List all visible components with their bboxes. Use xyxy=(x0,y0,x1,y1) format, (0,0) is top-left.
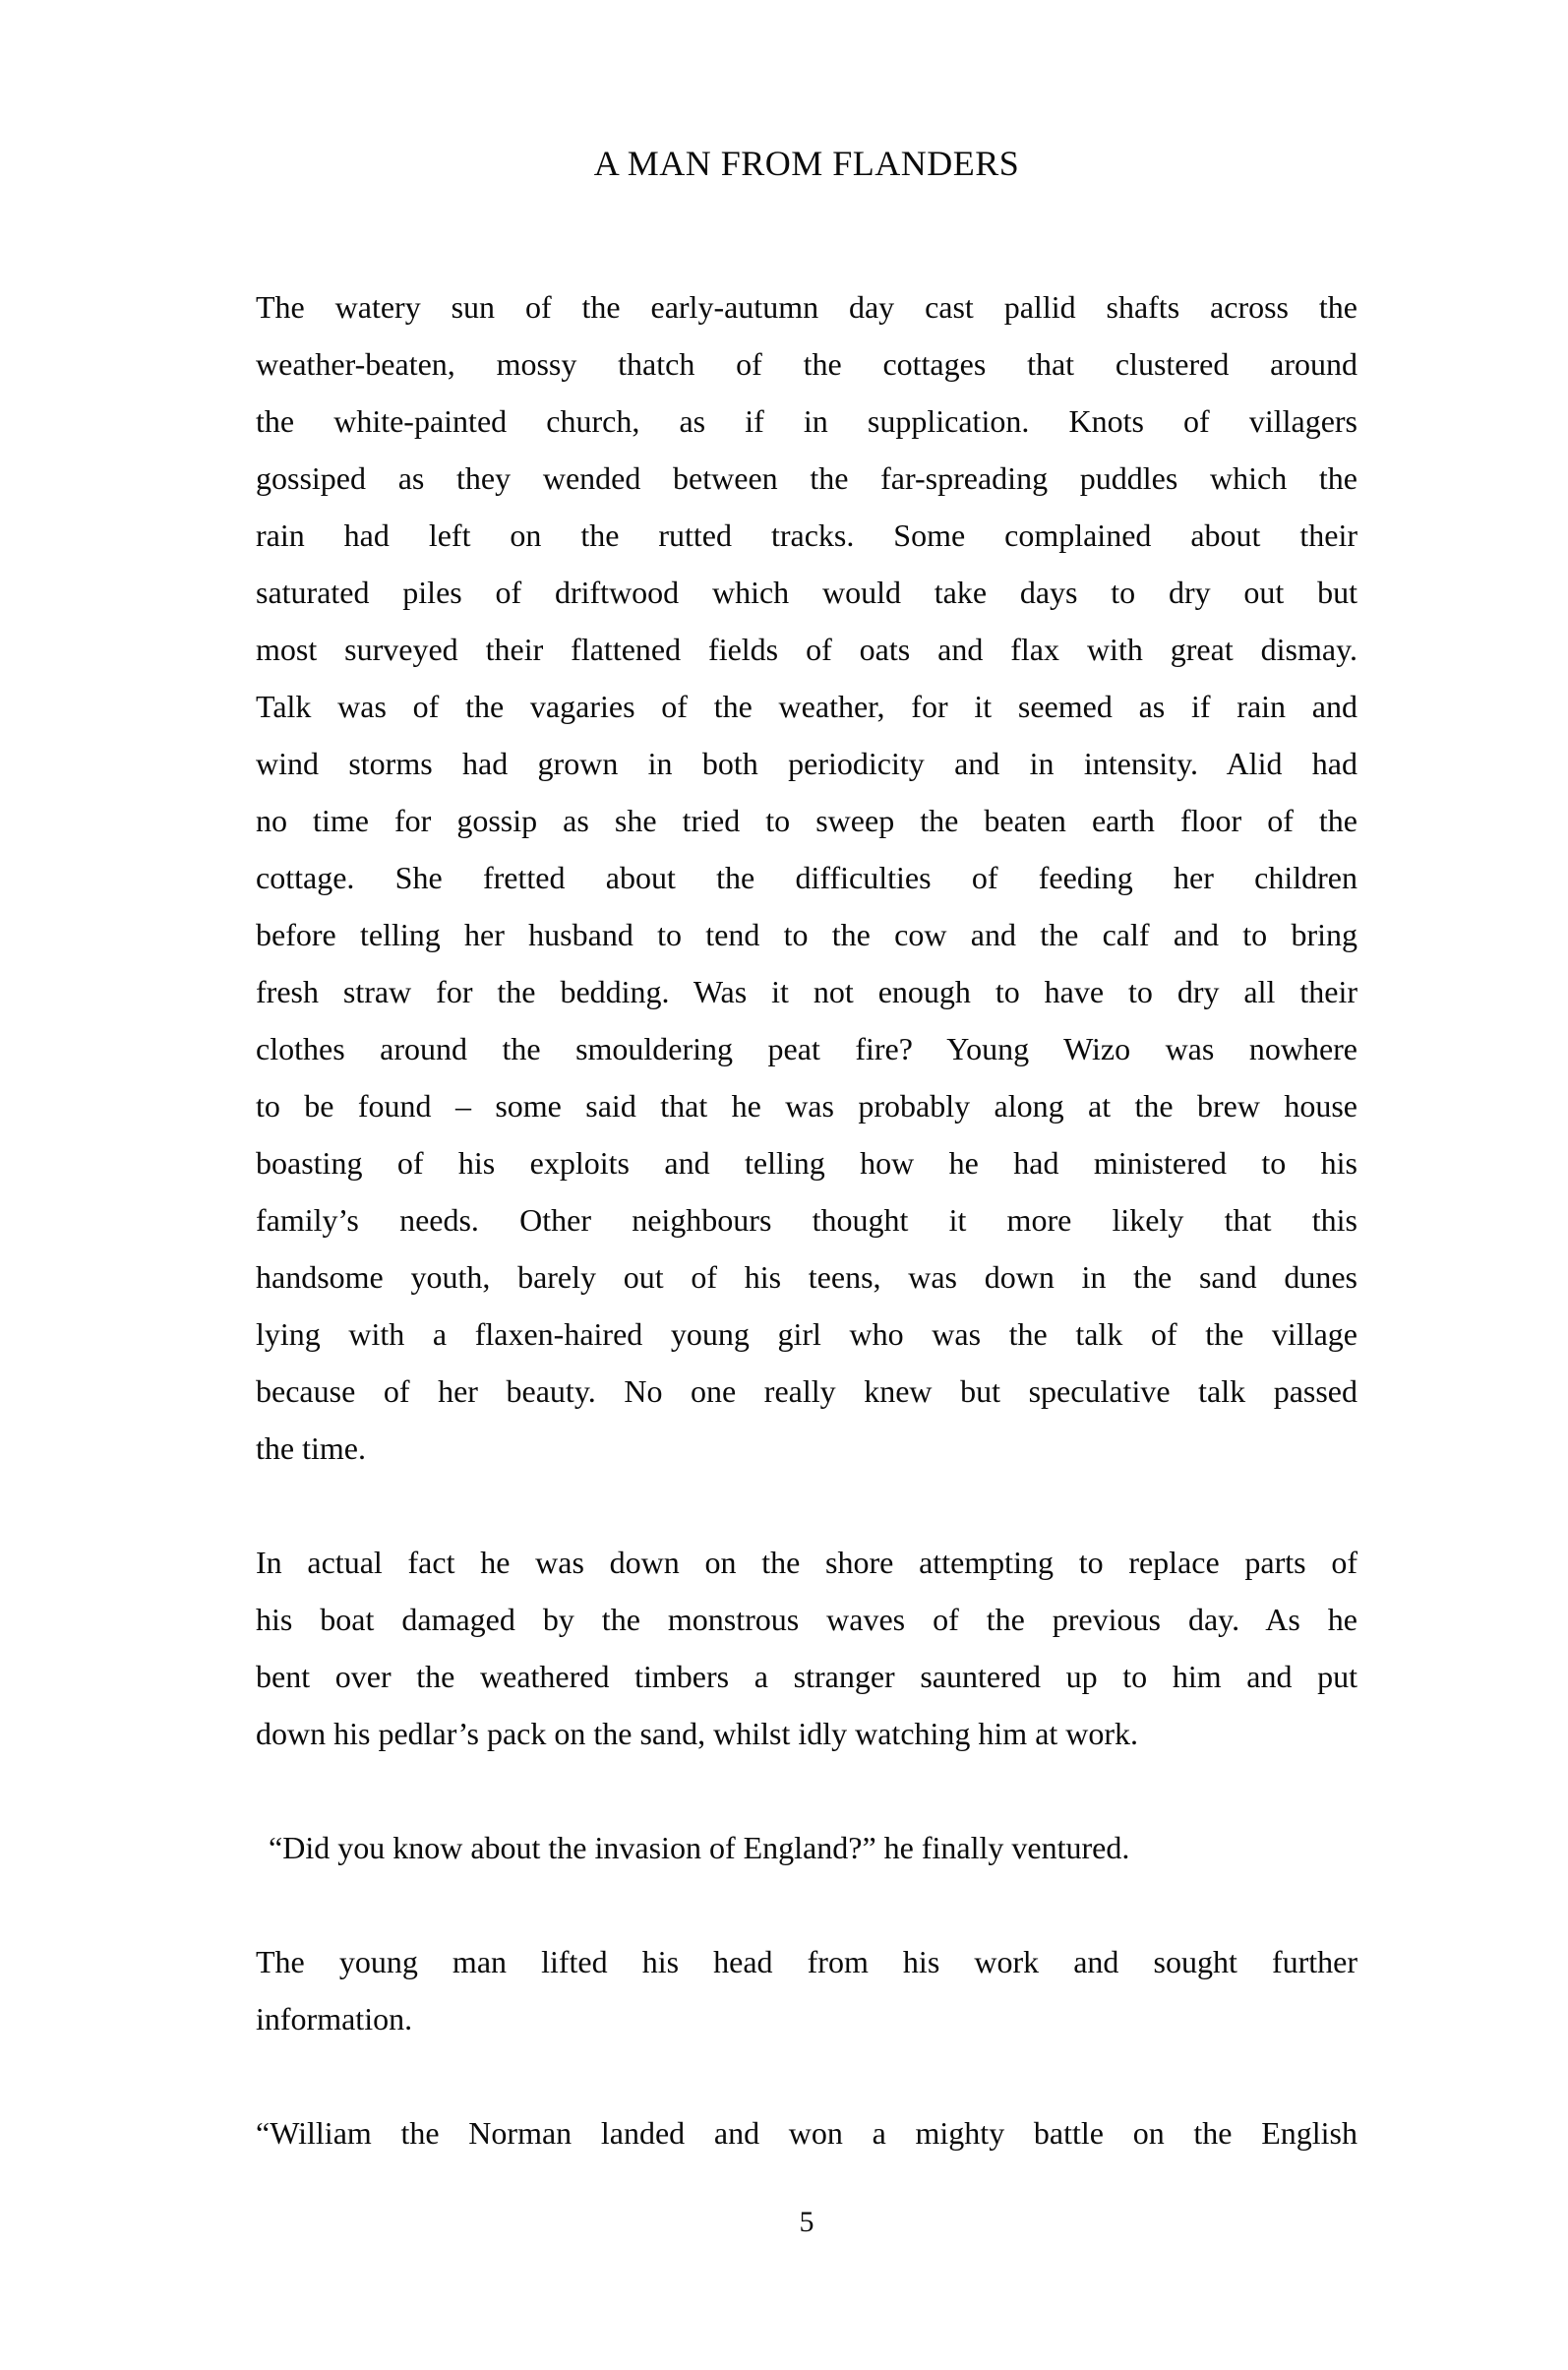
text-line: because of her beauty. No one really knew but speculative talk passed xyxy=(256,1373,1357,1409)
text-line: to be found – some said that he was probably along at the brew house xyxy=(256,1088,1357,1124)
text-column xyxy=(256,0,1357,2240)
text-line: weather-beaten, mossy thatch of the cottages that clustered around xyxy=(256,346,1357,382)
text-line: most surveyed their flattened fields of oats and flax with great dismay. xyxy=(256,632,1357,667)
text-line: information. xyxy=(256,2001,413,2036)
text-line: cottage. She fretted about the difficulties of feeding her children xyxy=(256,860,1357,895)
text-line: fresh straw for the bedding. Was it not enough to have to dry all their xyxy=(256,974,1357,1009)
text-line: lying with a flaxen-haired young girl who was the talk of the village xyxy=(256,1316,1357,1352)
text-line: Talk was of the vagaries of the weather, for it seemed as if rain and xyxy=(256,689,1357,724)
text-line: handsome youth, barely out of his teens, was down in the sand dunes xyxy=(256,1259,1357,1295)
text-line: “William the Norman landed and won a mighty battle on the English xyxy=(256,2115,1357,2151)
text-line: saturated piles of driftwood which would take days to dry out but xyxy=(256,575,1357,610)
text-line: bent over the weathered timbers a stranger sauntered up to him and put xyxy=(256,1659,1357,1694)
text-line: before telling her husband to tend to the cow and the calf and to bring xyxy=(256,917,1357,952)
body-text xyxy=(256,278,1357,2161)
text-line: “Did you know about the invasion of England?” he finally ventured. xyxy=(269,1830,1130,1865)
text-line: boasting of his exploits and telling how he had ministered to his xyxy=(256,1145,1357,1181)
text-line: The watery sun of the early-autumn day cast pallid shafts across the xyxy=(256,289,1357,325)
text-line: wind storms had grown in both periodicity and in intensity. Alid had xyxy=(256,746,1357,781)
page-title: A MAN FROM FLANDERS xyxy=(593,144,1020,183)
paragraph xyxy=(256,2104,1357,2161)
text-line: his boat damaged by the monstrous waves of the previous day. As he xyxy=(256,1602,1357,1637)
text-line: family’s needs. Other neighbours thought it more likely that this xyxy=(256,1202,1357,1238)
text-line: rain had left on the rutted tracks. Some complained about their xyxy=(256,517,1357,553)
text-line: gossiped as they wended between the far-spreading puddles which the xyxy=(256,460,1357,496)
paragraph xyxy=(256,1534,1357,1762)
paragraph xyxy=(256,1933,1357,2047)
text-line: In actual fact he was down on the shore attempting to replace parts of xyxy=(256,1545,1357,1580)
paragraph xyxy=(256,278,1357,1477)
text-line: clothes around the smouldering peat fire? Young Wizo was nowhere xyxy=(256,1031,1357,1066)
text-line: the time. xyxy=(256,1430,366,1466)
page-number: 5 xyxy=(799,2206,814,2238)
text-line: The young man lifted his head from his work and sought further xyxy=(256,1944,1357,1979)
text-line: no time for gossip as she tried to sweep the beaten earth floor of the xyxy=(256,803,1357,838)
text-line: down his pedlar’s pack on the sand, whilst idly watching him at work. xyxy=(256,1716,1139,1751)
paragraph xyxy=(256,1819,1357,1876)
text-line: the white-painted church, as if in supplication. Knots of villagers xyxy=(256,403,1357,439)
